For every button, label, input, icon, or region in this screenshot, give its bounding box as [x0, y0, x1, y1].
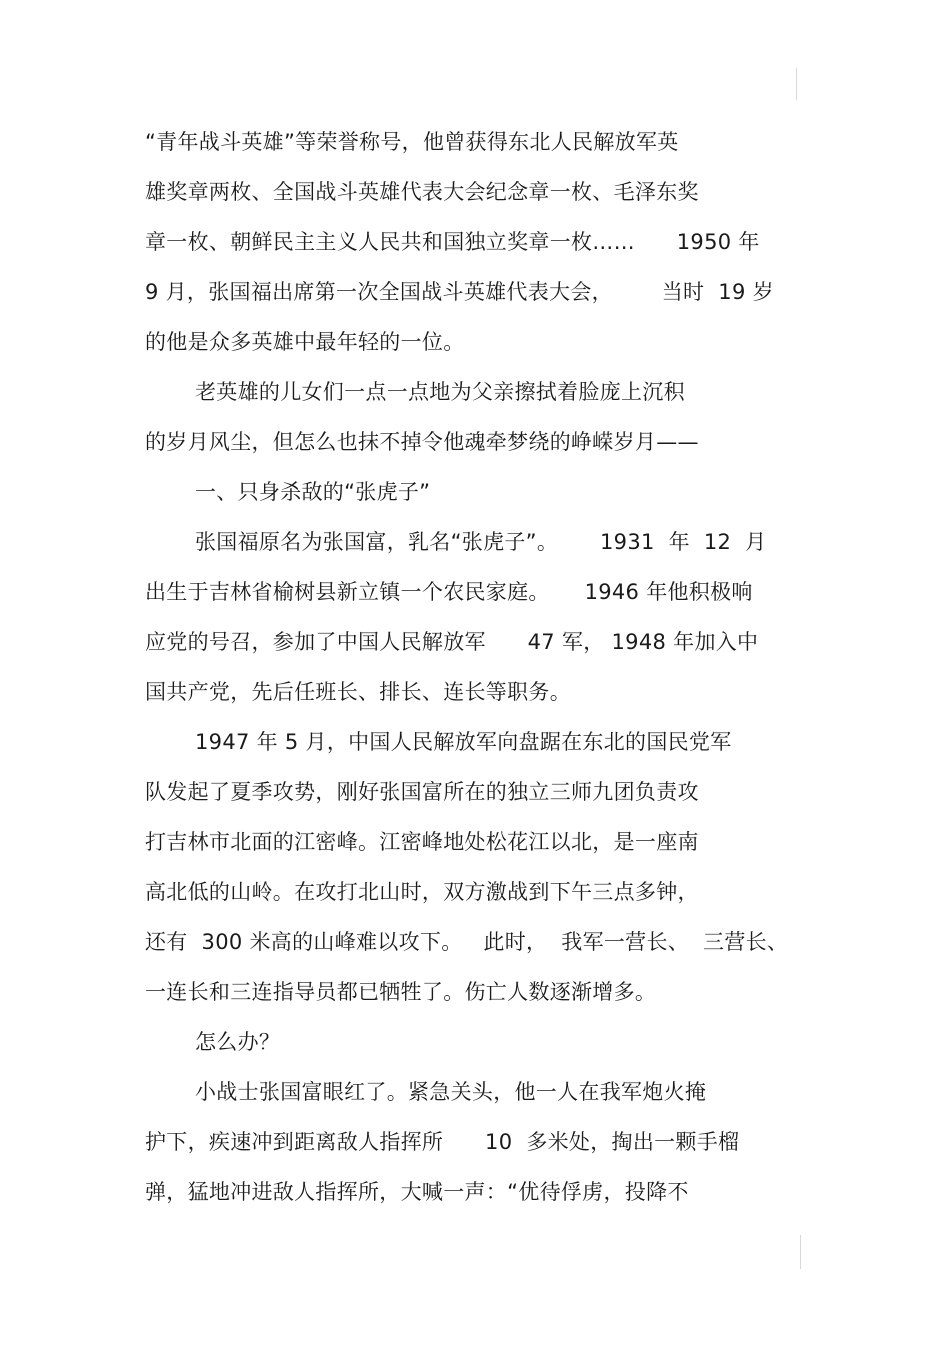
text-line: 的岁月风尘，但怎么也抹不掉令他魂牵梦绕的峥嵘岁月—— — [145, 430, 699, 454]
text-line: 老英雄的儿女们一点一点地为父亲擦拭着脸庞上沉积 — [195, 380, 685, 404]
text-line: 雄奖章两枚、全国战斗英雄代表大会纪念章一枚、毛泽东奖 — [145, 180, 699, 204]
text-line: 弹，猛地冲进敌人指挥所，大喊一声：“优待俘虏，投降不 — [145, 1180, 689, 1204]
text-line: 一连长和三连指导员都已牺牲了。伤亡人数逐渐增多。 — [145, 980, 657, 1004]
text-line: 还有 300 米高的山峰难以攻下。 此时， 我军一营长、 三营长、 — [145, 930, 789, 954]
text-line: 国共产党，先后任班长、排长、连长等职务。 — [145, 680, 571, 704]
text-line: “青年战斗英雄”等荣誉称号，他曾获得东北人民解放军英 — [145, 130, 679, 154]
text-line: 怎么办？ — [195, 1030, 281, 1054]
text-line: 的他是众多英雄中最年轻的一位。 — [145, 330, 465, 354]
text-line: 小战士张国富眼红了。紧急关头，他一人在我军炮火掩 — [195, 1080, 707, 1104]
text-line: 9 月，张国福出席第一次全国战斗英雄代表大会， 当时 19 岁 — [145, 280, 774, 304]
text-line: 打吉林市北面的江密峰。江密峰地处松花江以北，是一座南 — [145, 830, 699, 854]
text-line: 队发起了夏季攻势，刚好张国富所在的独立三师九团负责攻 — [145, 780, 699, 804]
text-line: 1947 年 5 月，中国人民解放军向盘踞在东北的国民党军 — [195, 730, 732, 754]
text-line: 应党的号召，参加了中国人民解放军 47 军， 1948 年加入中 — [145, 630, 759, 654]
text-line: 高北低的山岭。在攻打北山时，双方激战到下午三点多钟， — [145, 880, 699, 904]
text-line: 章一枚、朝鲜民主主义人民共和国独立奖章一枚…… 1950 年 — [145, 230, 760, 254]
section-heading: 一、只身杀敌的“张虎子” — [195, 480, 431, 504]
text-line: 出生于吉林省榆树县新立镇一个农民家庭。 1946 年他积极响 — [145, 580, 753, 604]
page-margin-mark-top — [796, 68, 797, 100]
text-line: 张国福原名为张国富，乳名“张虎子”。 1931 年 12 月 — [195, 530, 767, 554]
page-margin-mark-bottom — [800, 1235, 801, 1269]
text-line: 护下，疾速冲到距离敌人指挥所 10 多米处，掏出一颗手榴 — [145, 1130, 740, 1154]
